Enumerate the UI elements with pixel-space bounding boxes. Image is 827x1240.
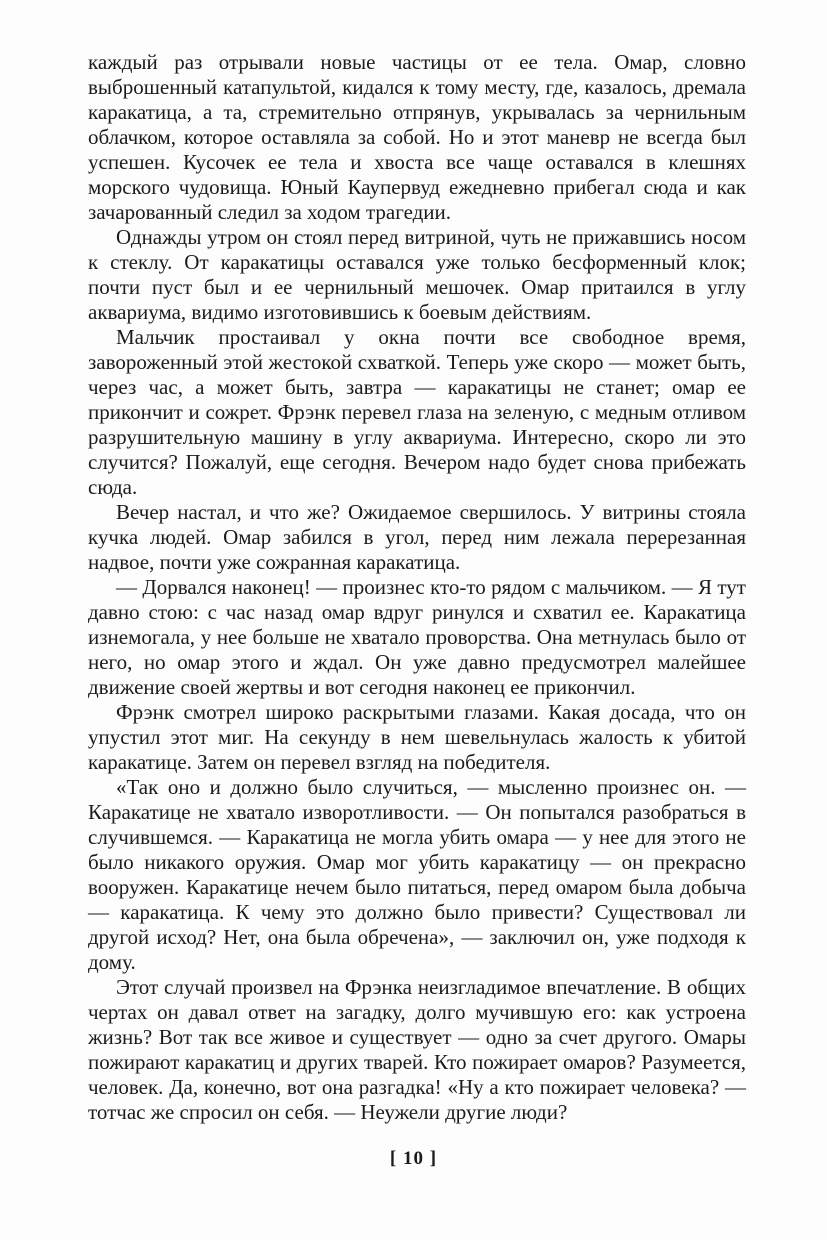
page-number: [ 10 ] bbox=[389, 1148, 438, 1169]
paragraph: каждый раз отрывали новые частицы от ее тела. Омар, словно выброшенный катапультой, кидался к тому месту, где, казалось, дремала каракатица, а та, стремительно отпрянув, укрывалась за чернильным облачком, которое оставляла за собой. Но и этот маневр не всегда был успешен. Кусочек ее тела и хвоста все чаще оставался в клешнях морского чудовища. Юный Каупервуд ежедневно прибегал сюда и как зачарованный следил за ходом трагедии. bbox=[88, 50, 746, 224]
paragraph: Мальчик простаивал у окна почти все свободное время, завороженный этой жестокой схваткой. Теперь уже скоро — может быть, через час, а может быть, завтра — каракатицы не станет; омар ее прикончит и сожрет. Фрэнк перевел глаза на зеленую, с медным отливом разрушительную машину в углу аквариума. Интересно, скоро ли это случится? Пожалуй, еще сегодня. Вечером надо будет снова прибежать сюда. bbox=[88, 325, 746, 499]
paragraph: Однажды утром он стоял перед витриной, чуть не прижавшись носом к стеклу. От каракатицы оставался уже только бесформенный клок; почти пуст был и ее чернильный мешочек. Омар притаился в углу аквариума, видимо изготовившись к боевым действиям. bbox=[88, 225, 746, 324]
text-block bbox=[88, 50, 746, 1125]
paragraph: — Дорвался наконец! — произнес кто-то рядом с мальчиком. — Я тут давно стою: с час назад омар вдруг ринулся и схватил ее. Каракатица изнемогала, у нее больше не хватало проворства. Она метнулась было от него, но омар этого и ждал. Он уже давно предусмотрел малейшее движение своей жертвы и вот сегодня наконец ее прикончил. bbox=[88, 575, 746, 699]
paragraph: Этот случай произвел на Фрэнка неизгладимое впечатление. В общих чертах он давал ответ на загадку, долго мучившую его: как устроена жизнь? Вот так все живое и существует — одно за счет другого. Омары пожирают каракатиц и других тварей. Кто пожирает омаров? Разумеется, человек. Да, конечно, вот она разгадка! «Ну а кто пожирает человека? — тотчас же спросил он себя. — Неужели другие люди? bbox=[88, 975, 746, 1124]
paragraph: Фрэнк смотрел широко раскрытыми глазами. Какая досада, что он упустил этот миг. На секунду в нем шевельнулась жалость к убитой каракатице. Затем он перевел взгляд на победителя. bbox=[88, 700, 746, 774]
paragraph: Вечер настал, и что же? Ожидаемое свершилось. У витрины стояла кучка людей. Омар забился в угол, перед ним лежала перерезанная надвое, почти уже сожранная каракатица. bbox=[88, 500, 746, 574]
paragraph: «Так оно и должно было случиться, — мысленно произнес он. — Каракатице не хватало изворотливости. — Он попытался разобраться в случившемся. — Каракатица не могла убить омара — у нее для этого не было никакого оружия. Омар мог убить каракатицу — он прекрасно вооружен. Каракатице нечем было питаться, перед омаром была добыча — каракатица. К чему это должно было привести? Существовал ли другой исход? Нет, она была обречена», — заключил он, уже подходя к дому. bbox=[88, 775, 746, 974]
